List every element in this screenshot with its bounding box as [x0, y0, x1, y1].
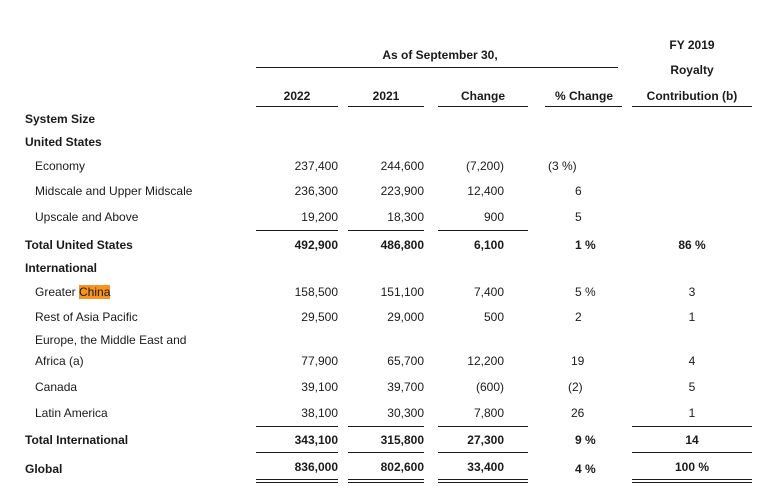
total-double-rule	[348, 482, 424, 483]
cell-change: 900	[483, 210, 504, 224]
subtotal-rule	[348, 426, 424, 427]
cell-pct: 5 %	[575, 285, 596, 299]
col-pct-change-header: % Change	[554, 89, 613, 103]
cell-2021: 29,000	[387, 310, 424, 324]
row-label: Latin America	[35, 406, 108, 420]
cell-2022: 237,400	[294, 159, 338, 173]
cell-royalty: 14	[685, 433, 699, 447]
cell-royalty: 5	[688, 380, 696, 394]
fy-header-line1: FY 2019	[669, 38, 715, 52]
row-label: Rest of Asia Pacific	[35, 310, 138, 324]
cell-pct: 9 %	[575, 433, 596, 447]
subtotal-rule	[348, 230, 424, 231]
cell-royalty: 86 %	[678, 238, 706, 252]
cell-change: 7,400	[473, 285, 504, 299]
cell-2022: 836,000	[294, 460, 338, 474]
total-double-rule	[348, 479, 424, 480]
col-change-header: Change	[460, 89, 505, 103]
row-label	[35, 285, 110, 299]
cell-change: (600)	[475, 380, 504, 394]
cell-pct: 26	[571, 406, 585, 420]
row-label: Economy	[35, 159, 86, 173]
cell-2021: 30,300	[387, 406, 424, 420]
cell-change: 12,200	[467, 354, 504, 368]
total-double-rule	[632, 482, 752, 483]
total-double-rule	[632, 479, 752, 480]
cell-change: 500	[483, 310, 504, 324]
cell-2022: 77,900	[301, 354, 338, 368]
row-label-line2: Africa (a)	[35, 354, 84, 368]
cell-2022: 19,200	[301, 210, 338, 224]
cell-change: 6,100	[473, 238, 504, 252]
cell-pct: 5	[575, 210, 582, 224]
fy-header-line3: Contribution (b)	[646, 89, 738, 103]
cell-2022: 158,500	[294, 285, 338, 299]
cell-2021: 244,600	[380, 159, 424, 173]
subtotal-rule	[438, 452, 528, 453]
cell-change: 27,300	[467, 433, 504, 447]
subtotal-rule	[256, 230, 338, 231]
fy-header-line2: Royalty	[670, 63, 714, 77]
col-pct-underline	[545, 106, 622, 107]
cell-2021: 65,700	[387, 354, 424, 368]
col-2021-underline	[348, 106, 424, 107]
col-2022-underline	[256, 106, 338, 107]
col-change-underline	[438, 106, 528, 107]
subtotal-rule	[438, 230, 528, 231]
cell-pct: 2	[575, 310, 582, 324]
cell-2021: 39,700	[387, 380, 424, 394]
cell-royalty: 1	[688, 310, 696, 324]
cell-2021: 486,800	[380, 238, 424, 252]
cell-2022: 236,300	[294, 184, 338, 198]
row-label-global: Global	[25, 462, 63, 476]
row-label: Canada	[35, 380, 78, 394]
cell-royalty: 4	[688, 354, 696, 368]
row-label-total: Total International	[25, 433, 129, 447]
cell-royalty: 3	[688, 285, 696, 299]
header-underline	[256, 67, 618, 68]
cell-2022: 492,900	[294, 238, 338, 252]
total-double-rule	[438, 482, 528, 483]
cell-pct: (3 %)	[548, 159, 577, 173]
cell-2022: 29,500	[301, 310, 338, 324]
subtotal-rule	[256, 426, 338, 427]
cell-change: 12,400	[467, 184, 504, 198]
cell-royalty: 1	[688, 406, 696, 420]
row-label-line1: Europe, the Middle East and	[35, 333, 187, 347]
cell-2021: 18,300	[387, 210, 424, 224]
cell-change: (7,200)	[465, 159, 504, 173]
cell-2021: 223,900	[380, 184, 424, 198]
total-double-rule	[256, 479, 338, 480]
search-highlight: China	[79, 285, 111, 299]
subtotal-rule	[632, 426, 752, 427]
total-double-rule	[438, 479, 528, 480]
section-united-states: United States	[25, 135, 102, 149]
cell-pct: (2)	[568, 380, 583, 394]
cell-2021: 315,800	[380, 433, 424, 447]
subtotal-rule	[438, 426, 528, 427]
subtotal-rule	[348, 452, 424, 453]
cell-change: 33,400	[467, 460, 504, 474]
cell-pct: 19	[571, 354, 585, 368]
cell-royalty: 100 %	[674, 460, 710, 474]
cell-2021: 802,600	[380, 460, 424, 474]
subtotal-rule	[256, 452, 338, 453]
cell-2021: 151,100	[380, 285, 424, 299]
cell-change: 7,800	[473, 406, 504, 420]
row-label-total: Total United States	[25, 238, 133, 252]
cell-2022: 39,100	[301, 380, 338, 394]
cell-2022: 343,100	[294, 433, 338, 447]
cell-2022: 38,100	[301, 406, 338, 420]
total-double-rule	[256, 482, 338, 483]
col-2022-header: 2022	[283, 89, 311, 103]
section-international: International	[25, 261, 98, 275]
row-label-text: Greater	[35, 285, 80, 299]
cell-pct: 4 %	[575, 462, 596, 476]
row-label: Midscale and Upper Midscale	[35, 184, 193, 198]
as-of-header: As of September 30,	[382, 48, 498, 62]
col-royalty-underline	[632, 106, 752, 107]
cell-pct: 6	[575, 184, 582, 198]
row-label: Upscale and Above	[35, 210, 139, 224]
col-2021-header: 2021	[372, 89, 400, 103]
cell-pct: 1 %	[575, 238, 596, 252]
subtotal-rule	[632, 452, 752, 453]
section-system-size: System Size	[25, 112, 96, 126]
